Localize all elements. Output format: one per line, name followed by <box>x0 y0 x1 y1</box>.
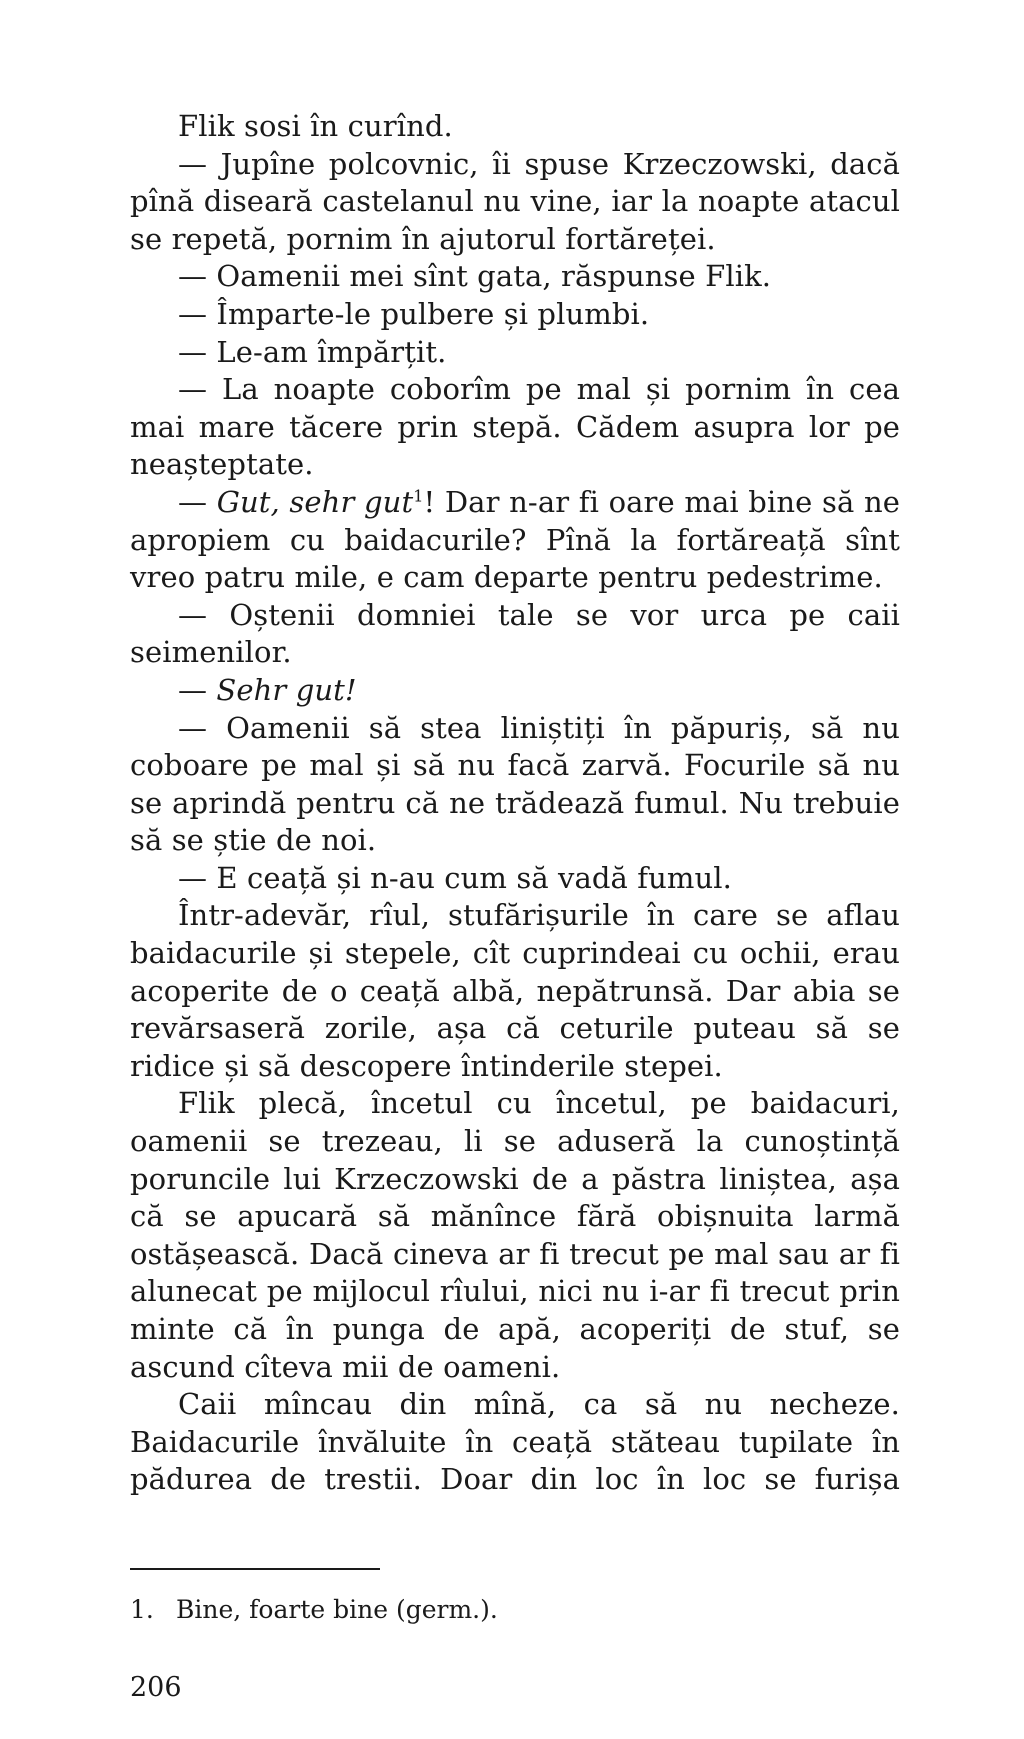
paragraph: Flik plecă, încetul cu încetul, pe baidacuri, oamenii se trezeau, li se aduseră la cunoștință poruncile lui Krzeczowski de a păstra liniștea, așa că se apucară să mănînce fără obișnuita larmă ostășească. Dacă cineva ar fi trecut pe mal sau ar fi alunecat pe mijlocul rîului, nici nu i-ar fi trecut prin minte că în punga de apă, acoperiți de stuf, se ascund cîteva mii de oameni. <box>130 1086 900 1384</box>
paragraph: — La noapte coborîm pe mal și pornim în cea mai mare tăcere prin stepă. Cădem asupra lor pe neașteptate. <box>130 372 900 482</box>
paragraph: — Oamenii să stea liniștiți în păpuriș, să nu coboare pe mal și să nu facă zarvă. Focurile să nu se aprindă pentru că ne trădează fumul. Nu trebuie să se știe de noi. <box>130 710 900 858</box>
footnote-divider <box>130 1568 380 1570</box>
paragraph: — Jupîne polcovnic, îi spuse Krzeczowski, dacă pînă diseară castelanul nu vine, iar la noapte atacul se repetă, pornim în ajutorul fortăreței. <box>130 146 900 256</box>
paragraph: — E ceață și n-au cum să vadă fumul. <box>178 860 732 895</box>
footnote <box>130 1594 900 1626</box>
dialog-dash: — <box>178 672 217 707</box>
page-number: 206 <box>130 1672 182 1703</box>
paragraph: Flik sosi în curînd. <box>178 109 453 143</box>
italic-german-phrase: Sehr gut! <box>216 672 357 707</box>
footnote-reference: 1 <box>413 486 424 506</box>
paragraph: — Oamenii mei sînt gata, răspunse Flik. <box>178 259 772 294</box>
paragraph: — Le-am împărțit. <box>178 334 447 369</box>
paragraph: Într-adevăr, rîul, stufărișurile în care se aflau baidacurile și stepele, cît cuprindeai cu ochii, erau acoperite de o ceață albă, nepătrunsă. Dar abia se revărsaseră zorile, așa că ceturile puteau să se ridice și să descopere întinderile stepei. <box>130 898 900 1083</box>
paragraph: — Împarte-le pulbere și plumbi. <box>178 296 650 331</box>
dialog-dash: — <box>178 484 217 519</box>
italic-german-phrase: Gut, sehr gut <box>216 484 414 519</box>
footnote-text: Bine, foarte bine (germ.). <box>176 1595 498 1624</box>
paragraph-italic <box>130 672 900 710</box>
paragraph: Caii mîncau din mînă, ca să nu necheze. Baidacurile învăluite în ceață stăteau tupilate în pădurea de trestii. Doar din loc în loc se furișa <box>130 1387 900 1497</box>
paragraph-with-footnote <box>130 484 900 597</box>
paragraph: — Oștenii domniei tale se vor urca pe caii seimenilor. <box>130 597 900 670</box>
body-text <box>130 108 900 1499</box>
footnote-number: 1. <box>130 1595 154 1624</box>
paragraph-rest: ! Dar n-ar fi oare mai bine să ne apropiem cu baidacurile? Pînă la fortăreață sînt vreo patru mile, e cam departe pentru pedestrime. <box>130 484 900 595</box>
